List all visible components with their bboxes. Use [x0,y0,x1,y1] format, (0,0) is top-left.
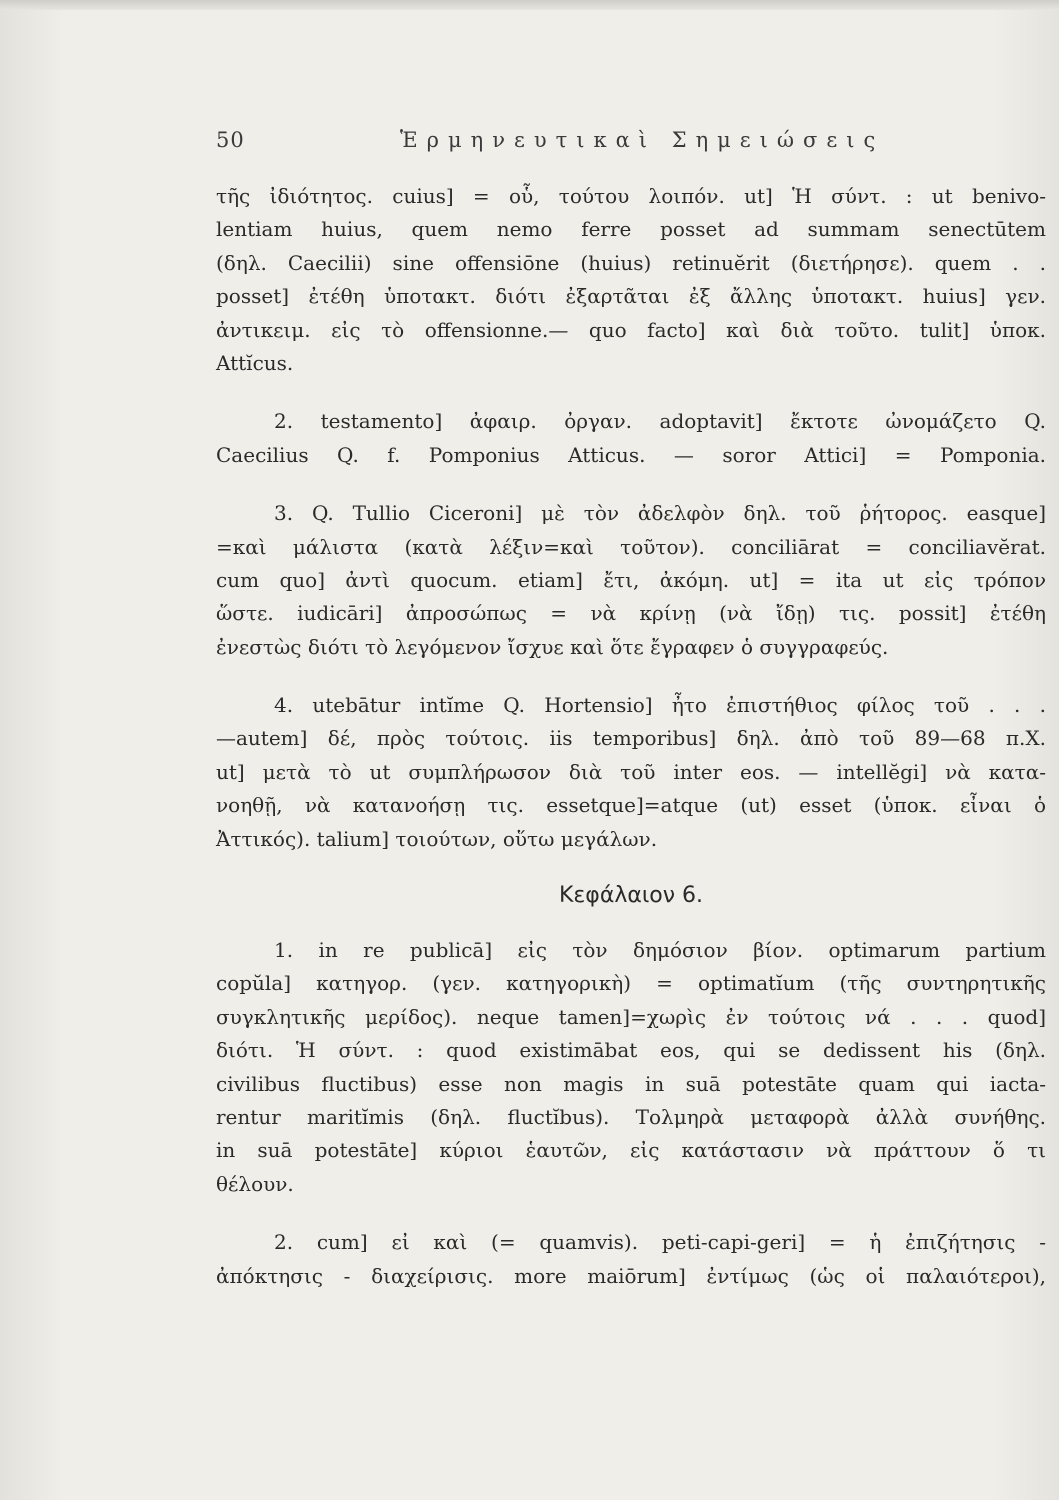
text-line: =καὶ μάλιστα (κατὰ λέξιν=καὶ τοῦτον). conciliārat = conciliavĕrat. [216,534,1046,559]
text-line: τῆς ἰδιότητος. cuius] = οὗ, τούτου λοιπόν. ut] Ἡ σύντ. : ut benivo- [216,184,1046,208]
page-header [216,128,1046,158]
text-line: διότι. Ἡ σύντ. : quod existimābat eos, qui se dedissent his (δηλ. [216,1038,1046,1063]
text-line: posset] ἐτέθη ὑποτακτ. διότι ἐξαρτᾶται ἐξ ἄλλης ὑποτακτ. huius] γεν. [216,284,1046,309]
text-line: ὥστε. iudicāri] ἀπροσώπως = νὰ κρίνῃ (νὰ ἴδῃ) τις. possit] ἐτέθη [216,601,1046,626]
text-line: θέλουν. [216,1171,294,1196]
text-line: Ἀττικός). talium] τοιούτων, οὕτω μεγάλων. [216,826,658,851]
page-top-edge [0,0,1059,10]
body-text [216,180,1046,1293]
text-line: 2. cum] εἰ καὶ (= quamvis). peti-capi-geri] = ἡ ἐπιζήτησις - [274,1230,1046,1255]
text-line: ἀντικειμ. εἰς τὸ offensionne.— quo facto] καὶ διὰ τοῦτο. tulit] ὑποκ. [216,317,1046,342]
chapter-heading: Κεφάλαιον 6. [558,883,704,909]
text-line: lentiam huius, quem nemo ferre posset ad summam senectūtem [216,217,1046,242]
paragraph-gap [216,472,1046,497]
paragraph-gap [216,664,1046,689]
text-line: —autem] δέ, πρὸς τούτοις. iis temporibus] δηλ. ἀπὸ τοῦ 89—68 π.Χ. [216,726,1046,751]
text-line: Attĭcus. [216,350,294,375]
text-line: Caecilius Q. f. Pomponius Atticus. — soror Attici] = Pomponia. [216,442,1046,467]
text-line: 3. Q. Tullio Ciceroni] μὲ τὸν ἀδελφὸν δηλ. τοῦ ῥήτορος. easque] [274,501,1046,526]
page-number: 50 [216,128,245,152]
text-line: ut] μετὰ τὸ ut συμπλήρωσον διὰ τοῦ inter eos. — intellĕgi] νὰ κατα- [216,759,1046,784]
paragraph-gap [216,1201,1046,1226]
text-line: ἐνεστὼς διότι τὸ λεγόμενον ἴσχυε καὶ ὅτε ἔγραφεν ὁ συγγραφεύς. [216,634,889,659]
text-line: ἀπόκτησις - διαχείρισις. more maiōrum] ἐντίμως (ὡς οἱ παλαιότεροι), [216,1263,1046,1288]
chapter-paragraph-2 [216,1226,1046,1293]
text-line: 4. utebātur intĭme Q. Hortensio] ἦτο ἐπιστήθιος φίλος τοῦ . . . [274,693,1046,718]
paragraph-gap [216,380,1046,405]
paragraph-3 [216,497,1046,664]
text-line: cum quo] ἀντὶ quocum. etiam] ἔτι, ἀκόμη. ut] = ita ut εἰς τρόπον [216,567,1046,592]
text-line: rentur maritĭmis (δηλ. fluctĭbus). Τολμηρὰ μεταφορὰ ἀλλὰ συνήθης. [216,1104,1046,1129]
running-title: Ἑρμηνευτικαὶ Σημειώσεις [400,128,885,152]
text-line: in suā potestāte] κύριοι ἑαυτῶν, εἰς κατάστασιν νὰ πράττουν ὅ τι [216,1138,1046,1163]
text-line: συγκλητικῆς μερίδος). neque tamen]=χωρὶς ἐν τούτοις νά . . . quod] [216,1004,1046,1029]
text-line: νοηθῇ, νὰ κατανοήσῃ τις. essetque]=atque (ut) esset (ὑποκ. εἶναι ὁ [216,793,1046,818]
text-line: (δηλ. Caecilii) sine offensiōne (huius) retinuĕrit (διετήρησε). quem . . [216,250,1046,275]
paragraph-2 [216,405,1046,472]
chapter-paragraph-1 [216,934,1046,1201]
paragraph-4 [216,689,1046,856]
text-line: 1. in re publicā] εἰς τὸν δημόσιον βίον. optimarum partium [274,938,1046,963]
text-line: 2. testamento] ἀφαιρ. ὀργαν. adoptavit] ἔκτοτε ὠνομάζετο Q. [274,409,1046,434]
text-line: civilibus fluctibus) esse non magis in suā potestāte quam qui iacta- [216,1071,1046,1096]
paragraph-1 [216,180,1046,380]
text-line: copŭla] κατηγορ. (γεν. κατηγορικὴ) = optimatĭum (τῆς συντηρητικῆς [216,971,1046,996]
